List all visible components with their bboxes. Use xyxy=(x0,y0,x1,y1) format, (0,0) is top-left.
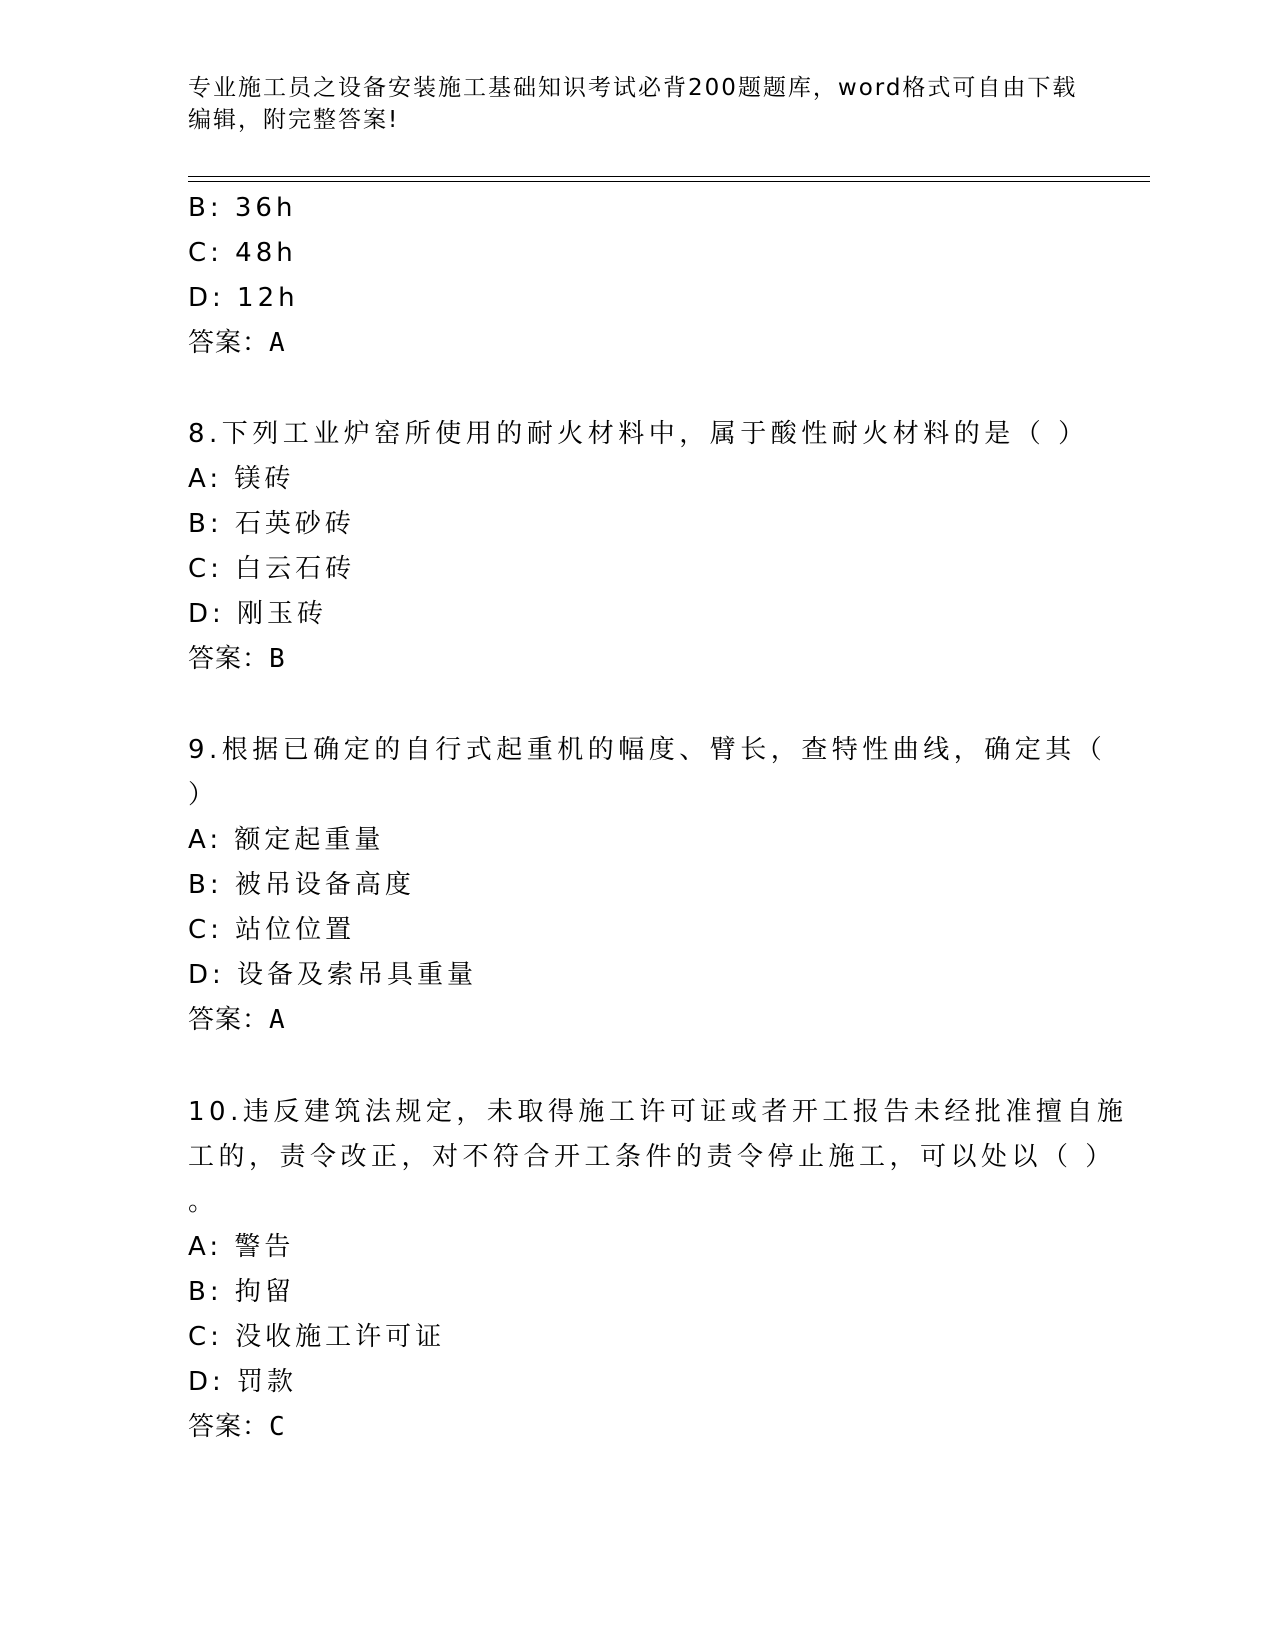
q10-text-line-2: 工的，责令改正，对不符合开工条件的责令停止施工，可以处以（ ） xyxy=(188,1142,1116,1172)
q7-option-c: C: 48h xyxy=(188,238,297,268)
q8-option-b: B: 石英砂砖 xyxy=(188,509,355,539)
q9-text-line-1: 9.根据已确定的自行式起重机的幅度、臂长，查特性曲线，确定其（ xyxy=(188,735,1107,765)
header-line-2: 编辑，附完整答案! xyxy=(188,107,400,133)
header-divider-top xyxy=(188,176,1150,177)
q9-option-b: B: 被吊设备高度 xyxy=(188,870,415,900)
q10-text-line-3: 。 xyxy=(188,1187,219,1217)
q7-answer: 答案：A xyxy=(188,328,286,358)
q10-text-line-1: 10.违反建筑法规定，未取得施工许可证或者开工报告未经批准擅自施 xyxy=(188,1097,1128,1127)
q10-option-a: A: 警告 xyxy=(188,1232,295,1262)
document-header xyxy=(188,72,1088,136)
q9-text-line-2: ） xyxy=(188,780,219,810)
q9-option-c: C: 站位位置 xyxy=(188,915,356,945)
q7-option-b: B: 36h xyxy=(188,193,297,223)
q10-option-d: D: 罚款 xyxy=(188,1367,298,1397)
header-divider-bottom xyxy=(188,181,1150,182)
q8-answer: 答案：B xyxy=(188,644,286,674)
header-line-1: 专业施工员之设备安装施工基础知识考试必背200题题库，word格式可自由下载 xyxy=(188,75,1078,101)
q9-option-a: A: 额定起重量 xyxy=(188,825,385,855)
q7-option-d: D: 12h xyxy=(188,283,299,313)
q8-text: 8.下列工业炉窑所使用的耐火材料中，属于酸性耐火材料的是（ ） xyxy=(188,419,1089,449)
q8-option-d: D: 刚玉砖 xyxy=(188,599,328,629)
q9-answer: 答案：A xyxy=(188,1005,286,1035)
q10-option-b: B: 拘留 xyxy=(188,1277,295,1307)
q9-option-d: D: 设备及索吊具重量 xyxy=(188,960,478,990)
q10-option-c: C: 没收施工许可证 xyxy=(188,1322,446,1352)
q8-option-a: A: 镁砖 xyxy=(188,464,295,494)
q8-option-c: C: 白云石砖 xyxy=(188,554,356,584)
q10-answer: 答案：C xyxy=(188,1412,286,1442)
